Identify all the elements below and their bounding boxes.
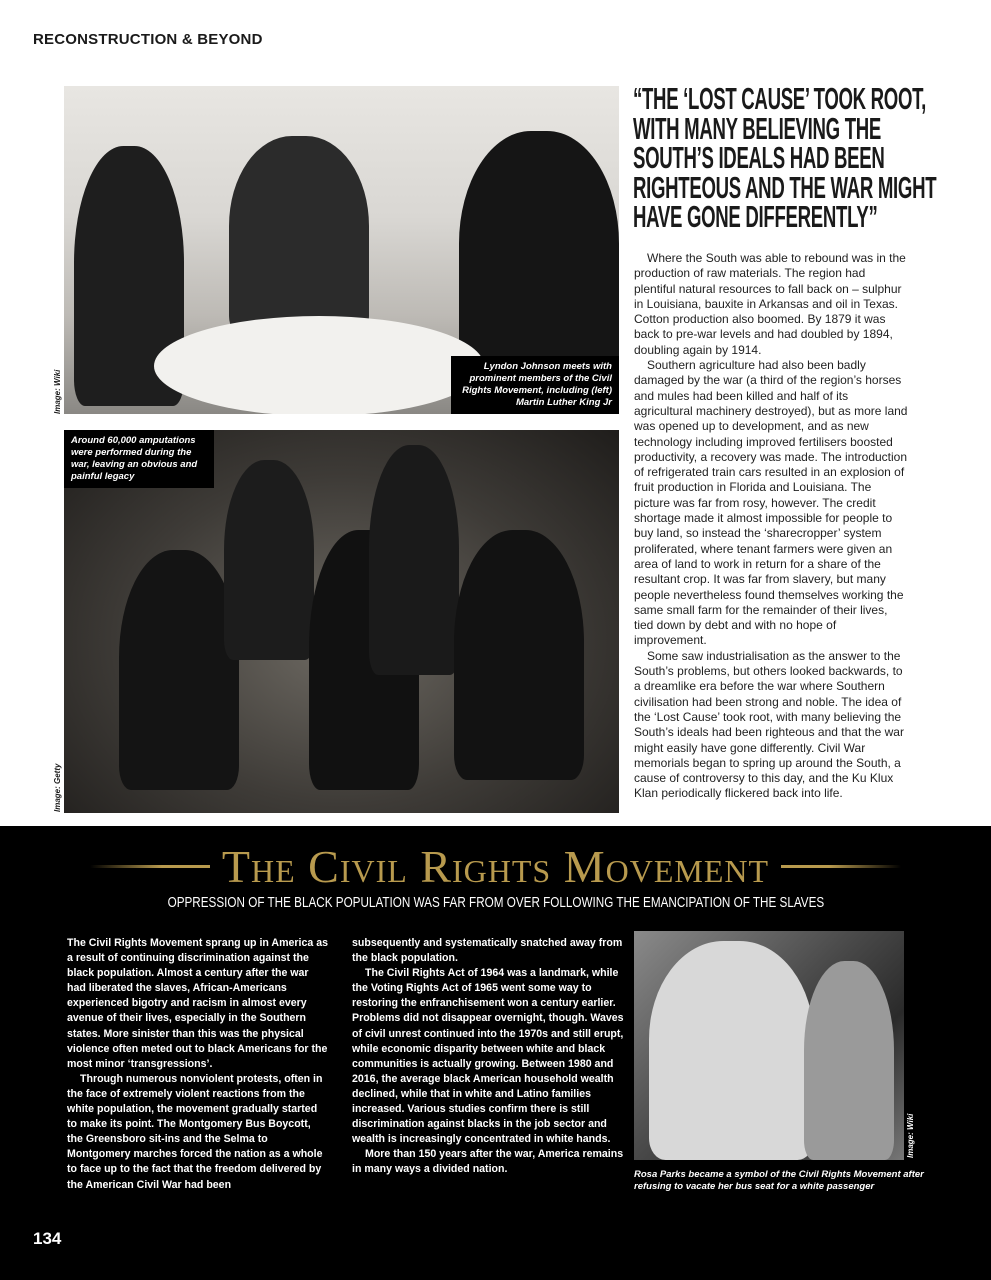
article-paragraph: subsequently and systematically snatched away from the black population. [352,937,623,965]
photo-johnson-meeting [64,86,619,414]
photo-amputees [64,430,619,813]
pull-quote [633,81,937,234]
figure-silhouette [369,445,459,675]
article-paragraph: Where the South was able to rebound was in the production of raw materials. The region had plentiful natural resources to fall back on – sulphur in Louisiana, bauxite in Arkansas and oil in Texas. Cotton production also boomed. By 1879 it was back to pre-war levels and had doubled by 1894, doubling again by 1914. [634,251,906,357]
column-1 [67,936,329,1193]
figure-silhouette [229,136,369,336]
pull-quote-line: WITH MANY BELIEVING THE [633,110,881,146]
figure-silhouette [224,460,314,660]
article-paragraph: More than 150 years after the war, America remains in many ways a divided nation. [352,1148,624,1176]
section-title: The Civil Rights Movement [221,840,770,892]
figure-silhouette [804,961,894,1160]
image-credit: Image: Wiki [53,369,62,414]
pull-quote-line: “THE ‘LOST CAUSE’ TOOK ROOT, [633,81,927,116]
image-credit: Image: Getty [53,763,62,812]
figure-silhouette [459,131,619,381]
article-paragraph: The Civil Rights Act of 1964 was a landmark, while the Voting Rights Act of 1965 went some way to restoring the enfranchisement won a century earlier. Problems did not disappear overnight, though. Waves of civil unrest continued into the 1970s and still erupt, while economic disparity between white and black communities is actually growing. Between 1980 and 2016, the average black American household wealth declined, while that in white and Latino families increased. Various studies confirm there is still discrimination against blacks in the job sector and wealth is increasingly concentrated in white hands. [352,967,624,1146]
photo-caption: Around 60,000 amputations were performed during the war, leaving an obvious and painful legacy [64,430,214,488]
decorative-rule [90,865,210,868]
figure-silhouette [119,550,239,790]
pull-quote-line: HAVE GONE DIFFERENTLY” [633,199,878,234]
figure-silhouette [649,941,814,1160]
photo-caption: Rosa Parks became a symbol of the Civil Rights Movement after refusing to vacate her bus seat for a white passenger [634,1169,924,1192]
article-paragraph: The Civil Rights Movement sprang up in America as a result of continuing discrimination against the black population. Almost a century after the war had liberated the slaves, African-Americans experienced bigotry and racism in almost every avenue of their lives, especially in the Southern states. More sinister than this was the physical violence often meted out to black Americans for the most minor ‘transgressions’. [67,937,328,1070]
section-title-bar [0,838,991,894]
page-number: 134 [33,1229,62,1248]
article-paragraph: Some saw industrialisation as the answer to the South’s problems, but others looked backwards, to a dreamlike era before the war where Southern civilisation had been strong and noble. The idea of the ‘Lost Cause’ took root, with many believing the South’s ideals had been righteous and that the war might easily have gone differently. Civil War memorials began to spring up around the South, a cause of controversy to this day, and the Ku Klux Klan periodically flickered back into life. [634,648,904,801]
section-label: RECONSTRUCTION & BEYOND [33,31,263,48]
article-paragraph: Through numerous nonviolent protests, often in the face of extremely violent reactions from the white population, the movement gradually started to make its point. The Montgomery Bus Boycott, the Greensboro sit-ins and the Selma to Montgomery marches forced the nation as a whole to face up to the fact that the freedom delivered by the American Civil War had been [67,1072,323,1191]
decorative-rule [781,865,901,868]
column-2 [352,936,624,1178]
figure-silhouette [454,530,584,780]
section-subtitle-text: OPPRESSION OF THE BLACK POPULATION WAS FAR FROM OVER FOLLOWING THE EMANCIPATION OF THE SLAVES [167,894,824,911]
image-credit: Image: Wiki [906,1113,915,1158]
pull-quote-line: RIGHTEOUS AND THE WAR MIGHT [633,169,937,205]
article-paragraph: Southern agriculture had also been badly damaged by the war (a third of the region’s horses and mules had been killed and half of its agricultural machinery destroyed), but as more land was opened up to development, and as new technology including improved fertilisers boosted productivity, a recovery was made. The introduction of refrigerated train cars resulted in an explosion of fruit production in Florida and Louisiana. The picture was far from rosy, however. The credit shortage made it almost impossible for people to buy land, so instead the ‘sharecropper’ system proliferated, where tenant farmers were given an area of land to work in return for a share of the resultant crop. It was far from slavery, but many people nevertheless found themselves working the same small farm for the remainder of their lives, tied down by debt and with no hope of improvement. [634,358,908,648]
photo-rosa-parks [634,931,904,1160]
pull-quote-line: SOUTH’S IDEALS HAD BEEN [633,140,885,175]
section-subtitle [0,894,991,911]
article-body [634,251,909,802]
table-shape [154,316,484,414]
photo-caption: Lyndon Johnson meets with prominent members of the Civil Rights Movement, including (left) Martin Luther King Jr [451,356,619,414]
